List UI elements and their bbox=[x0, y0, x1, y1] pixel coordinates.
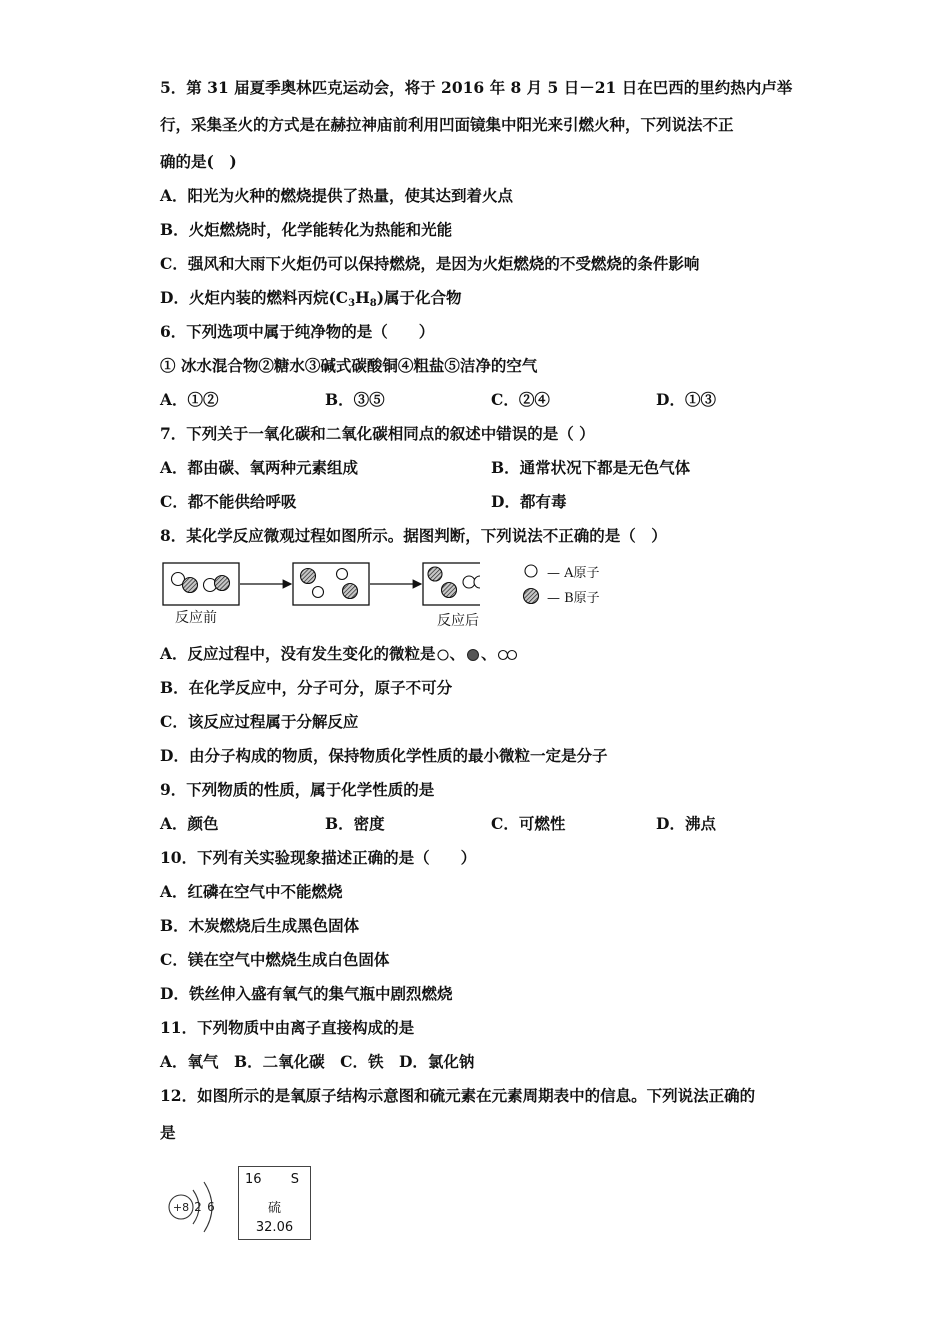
q7-option-c: C．都不能供给呼吸 bbox=[160, 492, 297, 511]
q5-option-a: A．阳光为火种的燃烧提供了热量，使其达到着火点 bbox=[160, 186, 514, 205]
legend-b-label: — B原子 bbox=[547, 591, 600, 606]
q5-d-post: )属于化合物 bbox=[376, 288, 462, 307]
q5-stem-line1: 5．第 31 届夏季奥林匹克运动会，将于 2016 年 8 月 5 日－21 日在巴西的里约热内卢举 bbox=[160, 78, 793, 97]
q7-stem: 7．下列关于一氧化碳和二氧化碳相同点的叙述中错误的是（ ） bbox=[160, 424, 595, 443]
q8-a-text: A．反应过程中，没有发生变化的微粒是 bbox=[160, 644, 436, 663]
q5-d-sub1: 3 bbox=[348, 298, 356, 309]
q5-d-mid: H bbox=[355, 288, 370, 307]
b-atom-icon bbox=[465, 648, 481, 662]
q9-option-a: A．颜色 bbox=[160, 814, 219, 833]
q9-stem: 9．下列物质的性质，属于化学性质的是 bbox=[160, 780, 435, 799]
middle-b-atom-2 bbox=[343, 584, 358, 599]
q8-option-a bbox=[160, 644, 519, 664]
element-name: 硫 bbox=[267, 1201, 281, 1216]
caption-after: 反应后 bbox=[437, 613, 479, 629]
q5-option-d bbox=[160, 288, 462, 314]
q5-d-pre: D．火炬内装的燃料丙烷(C bbox=[160, 288, 349, 307]
q8-option-d: D．由分子构成的物质，保持物质化学性质的最小微粒一定是分子 bbox=[160, 746, 608, 765]
q5-d-sub2: 8 bbox=[369, 298, 377, 309]
middle-a-atom-2 bbox=[313, 587, 324, 598]
nucleus-charge: +8 bbox=[172, 1201, 190, 1214]
q8-stem: 8．某化学反应微观过程如图所示。据图判断，下列说法不正确的是（ ） bbox=[160, 526, 667, 545]
element-number: 16 bbox=[245, 1172, 262, 1187]
middle-a-atom-1 bbox=[337, 569, 348, 580]
q10-stem: 10．下列有关实验现象描述正确的是（ ） bbox=[160, 848, 477, 867]
q6-option-b: B．③⑤ bbox=[325, 390, 385, 409]
q12-stem-line1: 12．如图所示的是氧原子结构示意图和硫元素在元素周期表中的信息。下列说法正确的 bbox=[160, 1086, 756, 1105]
q12-stem-line2: 是 bbox=[160, 1123, 176, 1142]
caption-before: 反应前 bbox=[175, 610, 217, 626]
legend-b-atom-icon bbox=[524, 589, 539, 604]
q10-option-d: D．铁丝伸入盛有氧气的集气瓶中剧烈燃烧 bbox=[160, 984, 453, 1003]
q8-option-b: B．在化学反应中，分子可分，原子不可分 bbox=[160, 678, 453, 697]
a2-molecule-icon bbox=[497, 648, 519, 662]
element-cell-sulfur bbox=[238, 1166, 311, 1240]
q5-option-b: B．火炬燃烧时，化学能转化为热能和光能 bbox=[160, 220, 453, 239]
after-a2-atom-1 bbox=[463, 576, 475, 588]
q6-option-c: C．②④ bbox=[491, 390, 550, 409]
element-mass: 32.06 bbox=[255, 1220, 294, 1235]
middle-b-atom-1 bbox=[301, 569, 316, 584]
q8-a-sep2: 、 bbox=[481, 644, 497, 663]
before-b-atom-2 bbox=[215, 576, 230, 591]
q7-option-b: B．通常状况下都是无色气体 bbox=[491, 458, 691, 477]
q7-option-a: A．都由碳、氧两种元素组成 bbox=[160, 458, 359, 477]
after-b-atom-1 bbox=[428, 567, 442, 581]
q6-option-a: A．①② bbox=[160, 390, 219, 409]
shell2-electrons: 6 bbox=[207, 1200, 215, 1214]
q6-items: ① 冰水混合物②糖水③碱式碳酸铜④粗盐⑤洁净的空气 bbox=[160, 356, 538, 375]
oxygen-atom-structure bbox=[160, 1172, 226, 1242]
q10-option-a: A．红磷在空气中不能燃烧 bbox=[160, 882, 343, 901]
q6-stem: 6．下列选项中属于纯净物的是（ ） bbox=[160, 322, 435, 341]
q9-option-d: D．沸点 bbox=[656, 814, 716, 833]
q7-option-d: D．都有毒 bbox=[491, 492, 567, 511]
q10-option-b: B．木炭燃烧后生成黑色固体 bbox=[160, 916, 360, 935]
q8-option-c: C．该反应过程属于分解反应 bbox=[160, 712, 359, 731]
legend-icons bbox=[521, 563, 543, 605]
q5-option-c: C．强风和大雨下火炬仍可以保持燃烧，是因为火炬燃烧的不受燃烧的条件影响 bbox=[160, 254, 700, 273]
q10-option-c: C．镁在空气中燃烧生成白色固体 bbox=[160, 950, 390, 969]
q5-stem-line2: 行，采集圣火的方式是在赫拉神庙前利用凹面镜集中阳光来引燃火种，下列说法不正 bbox=[160, 115, 734, 134]
q9-option-b: B．密度 bbox=[325, 814, 385, 833]
legend-a-label: — A原子 bbox=[547, 566, 600, 581]
after-box-edge bbox=[480, 563, 486, 608]
q11-stem: 11．下列物质中由离子直接构成的是 bbox=[160, 1018, 415, 1037]
after-b-atom-2 bbox=[442, 583, 457, 598]
a-atom-icon bbox=[436, 648, 450, 662]
legend-a-atom-icon bbox=[525, 565, 537, 577]
q9-option-c: C．可燃性 bbox=[491, 814, 566, 833]
q5-stem-line3: 确的是( ) bbox=[160, 152, 237, 171]
before-b-atom-1 bbox=[183, 578, 198, 593]
q11-options: A．氧气 B．二氧化碳 C．铁 D．氯化钠 bbox=[160, 1052, 475, 1071]
q8-a-sep1: 、 bbox=[449, 644, 466, 663]
q6-option-d: D．①③ bbox=[656, 390, 716, 409]
shell1-electrons: 2 bbox=[194, 1200, 202, 1214]
element-symbol: S bbox=[290, 1172, 299, 1187]
